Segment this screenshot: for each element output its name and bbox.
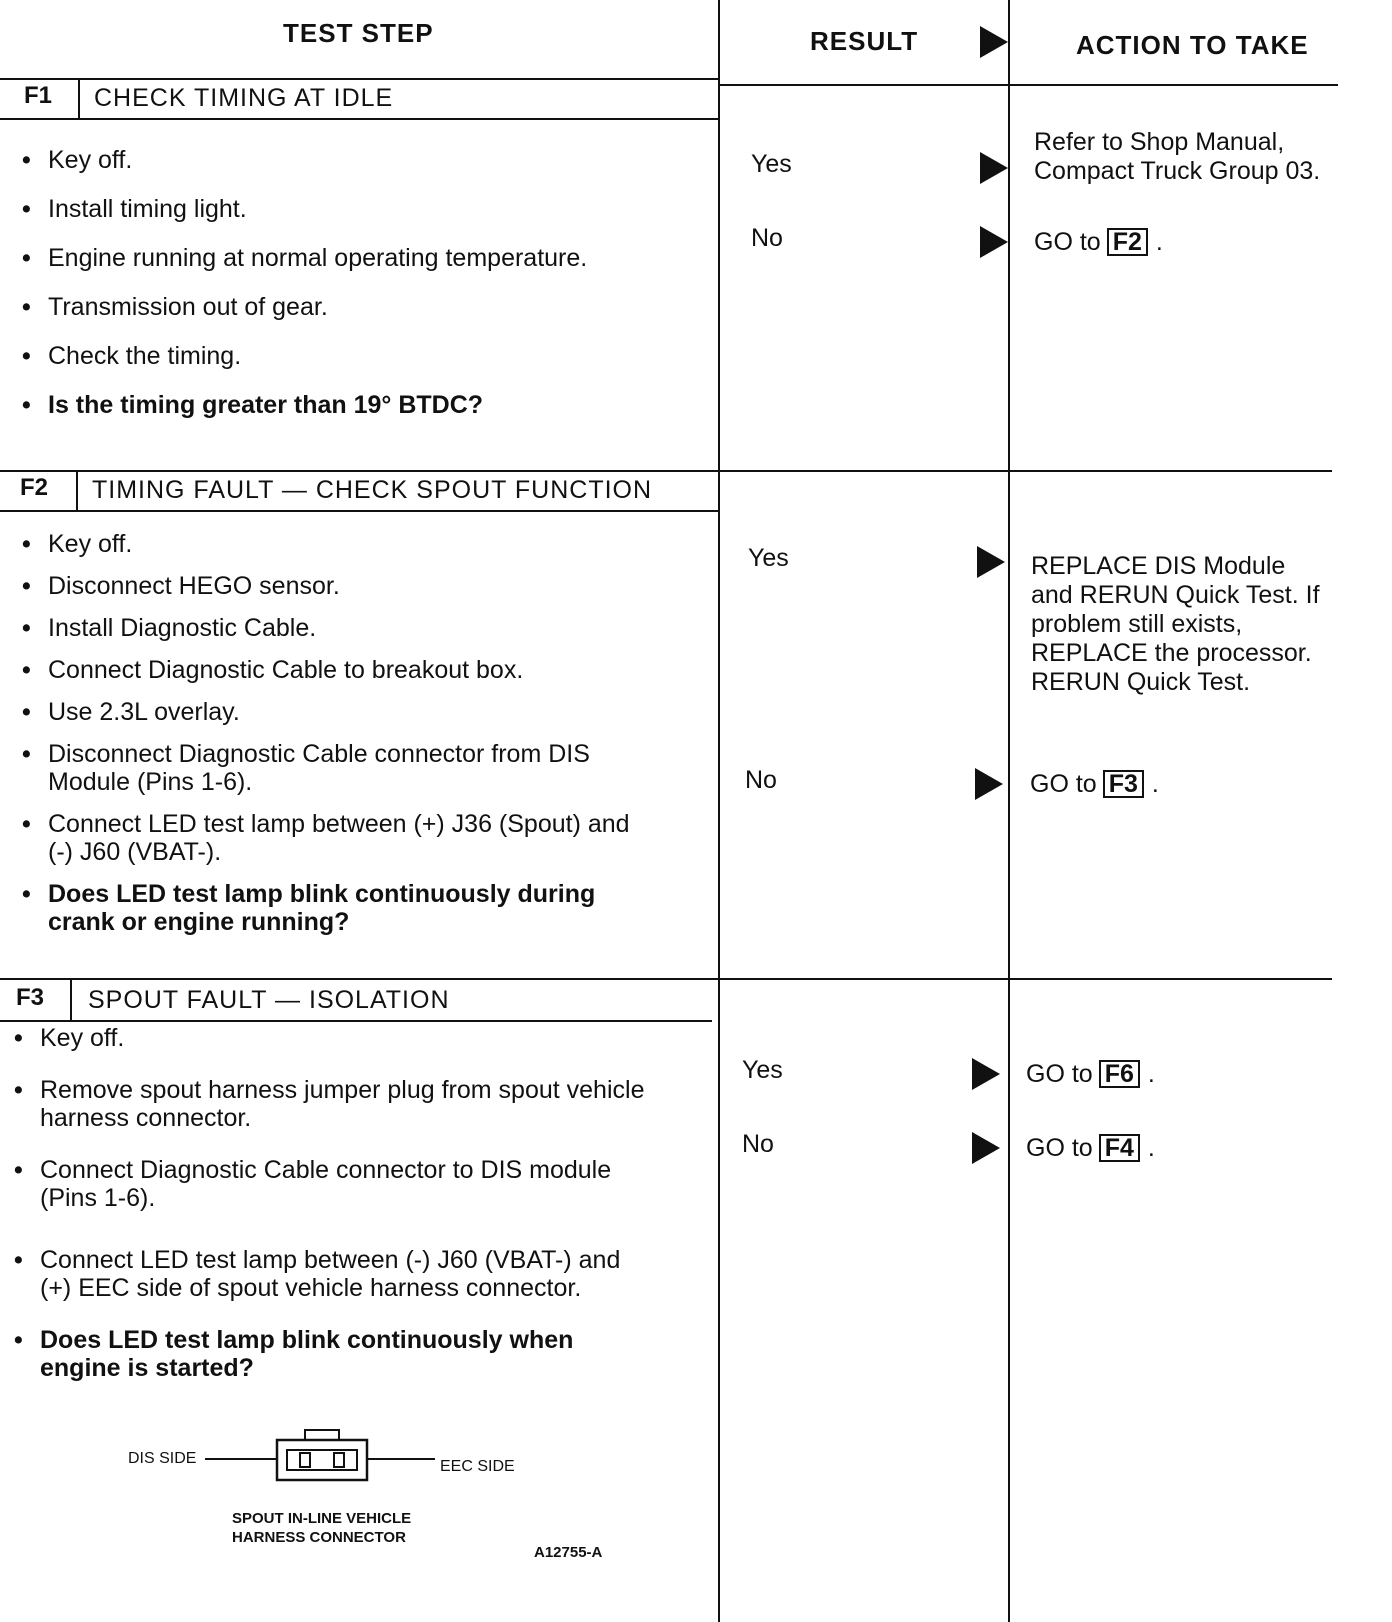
step-list-f2	[20, 530, 660, 936]
list-item: • Connect Diagnostic Cable to breakout box.	[20, 656, 660, 684]
step-tag-f3: F3	[16, 984, 45, 1011]
list-item: • Key off.	[20, 146, 700, 174]
figure-id: A12755-A	[534, 1544, 603, 1561]
action-no-f3	[1026, 1134, 1155, 1163]
list-item: • Engine running at normal operating temperature.	[20, 244, 700, 272]
eec-side-label: EEC SIDE	[440, 1458, 515, 1475]
divider-result-action	[1008, 0, 1010, 1622]
question-f3: • Does LED test lamp blink continuously when engine is started?	[12, 1326, 652, 1382]
section-rule-f2	[0, 978, 1332, 980]
list-item: • Disconnect HEGO sensor.	[20, 572, 660, 600]
arrow-icon	[977, 546, 1005, 578]
step-tag-f2: F2	[20, 474, 49, 501]
action-yes-f2: REPLACE DIS Module and RERUN Quick Test. If problem still exists, REPLACE the processor. RERUN Quick Test.	[1031, 552, 1320, 696]
go-to-f4-link[interactable]: F4	[1099, 1134, 1140, 1162]
action-suffix: .	[1147, 1134, 1155, 1162]
header-test-step: TEST STEP	[283, 18, 434, 48]
diagram-caption-line1: SPOUT IN-LINE VEHICLE	[232, 1510, 412, 1527]
connector-icon	[205, 1428, 435, 1486]
step-list-f3	[12, 1024, 652, 1382]
list-item: • Transmission out of gear.	[20, 293, 700, 321]
result-no-f2: No	[745, 766, 777, 794]
list-item: • Connect Diagnostic Cable connector to DIS module (Pins 1-6).	[12, 1156, 652, 1212]
tag-divider-f1	[78, 80, 80, 118]
arrow-icon	[980, 152, 1008, 184]
arrow-icon	[975, 768, 1003, 800]
header-result: RESULT	[810, 26, 919, 56]
action-text: GO to	[1030, 770, 1097, 798]
header-action: ACTION TO TAKE	[1076, 30, 1309, 60]
list-item: • Key off.	[20, 530, 660, 558]
list-item: • Key off.	[12, 1024, 652, 1052]
go-to-f6-link[interactable]: F6	[1099, 1060, 1140, 1088]
list-item: • Remove spout harness jumper plug from spout vehicle harness connector.	[12, 1076, 652, 1132]
arrow-icon	[972, 1058, 1000, 1090]
list-item: • Connect LED test lamp between (-) J60 (VBAT-) and (+) EEC side of spout vehicle harness connector.	[12, 1246, 652, 1302]
divider-test-result	[718, 0, 720, 1622]
list-item: • Use 2.3L overlay.	[20, 698, 660, 726]
action-suffix: .	[1147, 1060, 1155, 1088]
title-rule-f2	[0, 510, 720, 512]
result-no-f3: No	[742, 1130, 774, 1158]
action-text: GO to	[1026, 1134, 1093, 1162]
action-text: GO to	[1026, 1060, 1093, 1088]
title-rule-f3	[0, 1020, 712, 1022]
step-list-f1	[20, 146, 700, 419]
diagram-caption-line2: HARNESS CONNECTOR	[232, 1529, 406, 1546]
list-item: • Connect LED test lamp between (+) J36 (Spout) and (-) J60 (VBAT-).	[20, 810, 660, 866]
dis-side-label: DIS SIDE	[128, 1450, 197, 1467]
list-item: • Check the timing.	[20, 342, 700, 370]
step-tag-f1: F1	[24, 82, 53, 109]
list-item: • Install timing light.	[20, 195, 700, 223]
action-no-f1	[1034, 228, 1163, 257]
action-suffix: .	[1151, 770, 1159, 798]
step-title-f3: SPOUT FAULT — ISOLATION	[88, 986, 450, 1014]
tag-divider-f2	[76, 472, 78, 510]
action-no-f2	[1030, 770, 1159, 799]
section-rule-f1	[0, 470, 1332, 472]
step-title-f1: CHECK TIMING AT IDLE	[94, 84, 394, 112]
list-item: • Disconnect Diagnostic Cable connector from DIS Module (Pins 1-6).	[20, 740, 660, 796]
header-rule-right	[718, 84, 1338, 86]
action-yes-f1: Refer to Shop Manual, Compact Truck Group 03.	[1034, 128, 1321, 185]
arrow-icon	[972, 1132, 1000, 1164]
action-suffix: .	[1155, 228, 1163, 256]
question-f1: • Is the timing greater than 19° BTDC?	[20, 391, 700, 419]
header-arrow-icon	[980, 26, 1008, 58]
result-no-f1: No	[751, 224, 783, 252]
result-yes-f2: Yes	[748, 544, 789, 572]
result-yes-f3: Yes	[742, 1056, 783, 1084]
title-rule-f1	[0, 118, 720, 120]
action-text: GO to	[1034, 228, 1101, 256]
tag-divider-f3	[70, 980, 72, 1020]
question-f2: • Does LED test lamp blink continuously during crank or engine running?	[20, 880, 660, 936]
header-rule	[0, 78, 720, 80]
action-yes-f3	[1026, 1060, 1155, 1089]
result-yes-f1: Yes	[751, 150, 792, 178]
list-item: • Install Diagnostic Cable.	[20, 614, 660, 642]
arrow-icon	[980, 226, 1008, 258]
go-to-f3-link[interactable]: F3	[1103, 770, 1144, 798]
go-to-f2-link[interactable]: F2	[1107, 228, 1148, 256]
step-title-f2: TIMING FAULT — CHECK SPOUT FUNCTION	[92, 476, 653, 504]
